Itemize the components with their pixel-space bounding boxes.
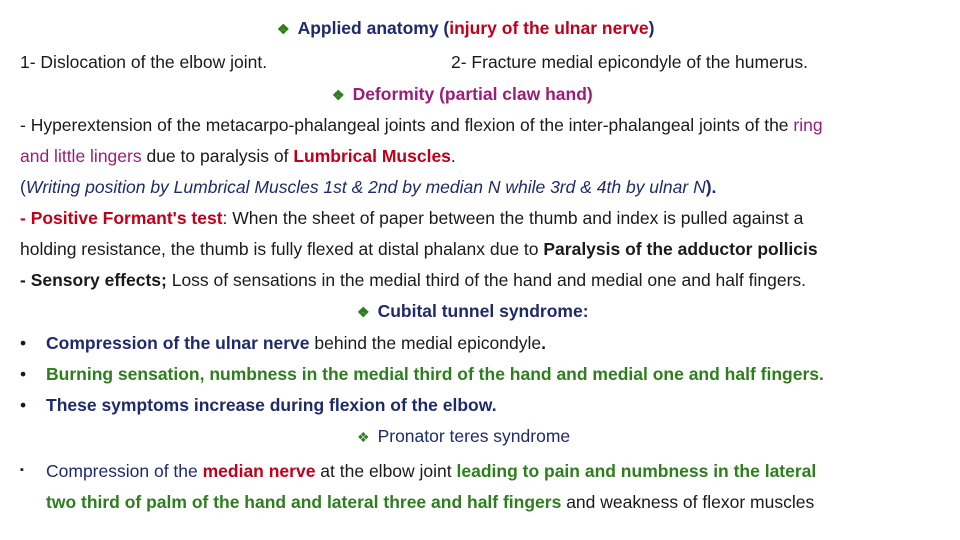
formant-test-text: : When the sheet of paper between the thumb and index is pulled against a <box>222 208 804 228</box>
formant-test-text-2: holding resistance, the thumb is fully flexed at distal phalanx due to <box>20 239 544 259</box>
sensory-effects-text: Loss of sensations in the medial third of the hand and medial one and half fingers. <box>166 270 807 290</box>
lateral-fingers-text: two third of palm of the hand and lateral three and half fingers <box>46 492 562 512</box>
deformity-heading-text: Deformity (partial claw hand) <box>352 84 593 104</box>
cause-2: 2- Fracture medial epicondyle of the humerus. <box>451 52 808 72</box>
at-elbow-text: at the elbow joint <box>315 461 457 481</box>
sensory-effects-line <box>20 270 806 291</box>
ulnar-compression-text: Compression of the ulnar nerve <box>46 333 310 353</box>
little-fingers-text: and little lingers <box>20 146 142 166</box>
pronator-bullet-line-2 <box>46 492 814 513</box>
symptoms-increase-text: These symptoms increase during flexion of the elbow. <box>46 395 497 415</box>
paralysis-text: due to paralysis of <box>141 146 294 166</box>
applied-anatomy-lead: Applied anatomy ( <box>297 18 450 38</box>
diamond-bullet-icon: ❖ <box>357 429 370 445</box>
pain-numbness-text: leading to pain and numbness in the lateral <box>456 461 817 481</box>
bullet-dot-icon: • <box>20 395 27 415</box>
applied-anatomy-highlight: injury of the ulnar nerve <box>449 18 649 38</box>
diamond-bullet-icon: ❖ <box>277 21 290 37</box>
hyperextension-line-2 <box>20 146 456 167</box>
deformity-heading <box>332 84 593 105</box>
applied-anatomy-close: ) <box>648 18 655 38</box>
median-compression-lead: Compression of the <box>46 461 203 481</box>
sensory-effects-label: - Sensory effects; <box>20 270 167 290</box>
flexor-weakness-text: and weakness of flexor muscles <box>561 492 815 512</box>
lumbrical-muscles-text: Lumbrical Muscles <box>293 146 451 166</box>
adductor-pollicis-text: Paralysis of the adductor pollicis <box>543 239 818 259</box>
pronator-teres-heading-text: Pronator teres syndrome <box>377 426 571 446</box>
cause-1: 1- Dislocation of the elbow joint. <box>20 52 268 72</box>
formant-test-line-2 <box>20 239 818 260</box>
behind-epicondyle-text: behind the medial epicondyle <box>309 333 542 353</box>
burning-sensation-text: Burning sensation, numbness in the medial third of the hand and medial one and half fingers. <box>46 364 824 384</box>
pronator-teres-heading <box>357 426 570 447</box>
formant-test-line-1 <box>20 208 803 229</box>
cubital-tunnel-heading-text: Cubital tunnel syndrome: <box>377 301 589 321</box>
cubital-bullet-1-text <box>46 333 546 354</box>
hyperextension-text: - Hyperextension of the metacarpo-phalangeal joints and flexion of the inter-phalangeal joints of the <box>20 115 794 135</box>
cubital-tunnel-heading <box>357 301 589 322</box>
period-text: . <box>450 146 456 166</box>
hyperextension-line-1 <box>20 115 823 136</box>
writing-close-paren: ). <box>705 177 717 197</box>
bullet-dot-icon: • <box>20 333 27 353</box>
median-nerve-text: median nerve <box>202 461 316 481</box>
writing-position-text: Writing position by Lumbrical Muscles 1st & 2nd by median N while 3rd & 4th by ulnar N <box>25 177 706 197</box>
formant-test-label: - Positive Formant's test <box>20 208 223 228</box>
diamond-bullet-icon: ❖ <box>357 304 370 320</box>
ring-finger-text: ring <box>793 115 823 135</box>
pronator-bullet-line-1 <box>46 461 816 482</box>
bullet-1-period: . <box>541 333 546 353</box>
bullet-dot-icon: • <box>20 364 27 384</box>
bullet-dot-icon: ▪ <box>20 464 24 476</box>
writing-open-paren: ( <box>20 177 26 197</box>
diamond-bullet-icon: ❖ <box>332 87 345 103</box>
applied-anatomy-heading <box>277 18 654 39</box>
writing-position-line <box>20 177 716 198</box>
